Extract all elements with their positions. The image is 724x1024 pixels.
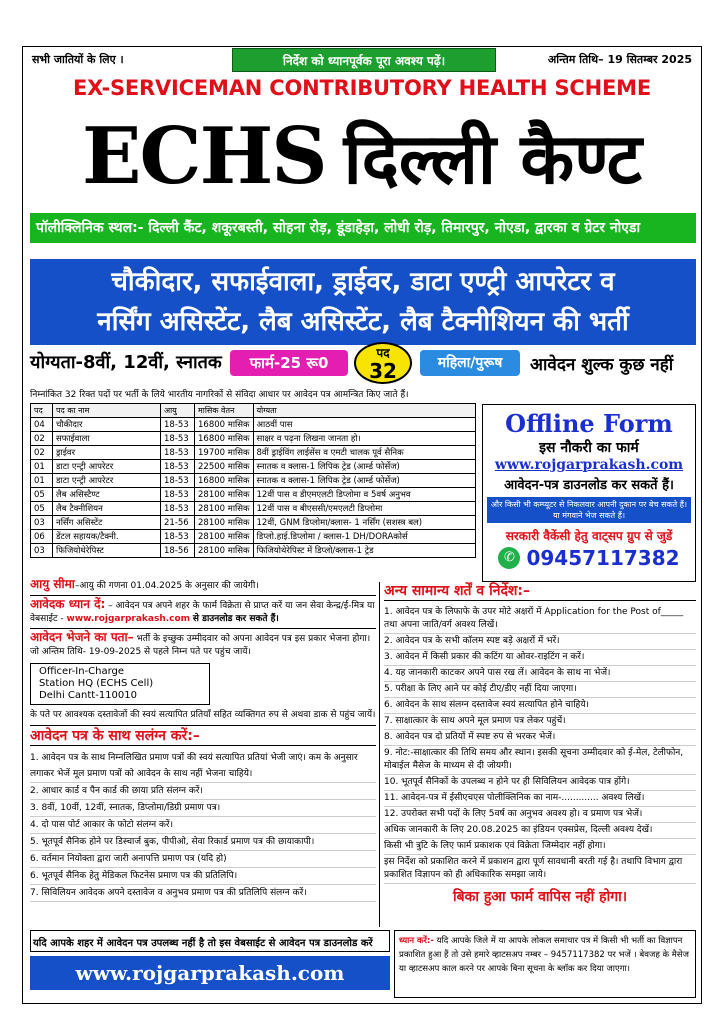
- condition-item: 9. नोट:-साक्षात्कार की तिथि समय और स्थान। इसकी सूचना उम्मीदवार को ई-मेल, टेलीफोन, मोबाईल मैसेज के माध्यम से दी जोयगी।: [384, 746, 696, 775]
- phone-row: [483, 546, 695, 570]
- main-title: [22, 106, 702, 206]
- vacancy-label: पद: [376, 346, 390, 360]
- cell-qualification: स्नातक व क्लास-1 लिपिक ट्रेड (आर्म्ड फोर्सेज): [253, 460, 475, 474]
- condition-item: 10. भूतपूर्व सैनिकों के उपलब्ध न होने पर ही सिविलियन आवेदक पात्र होंगे।: [384, 775, 696, 791]
- condition-item: 4. यह जानकारी काटकर अपने पास रख लें। आवेदन के साथ ना भेजें।: [384, 666, 696, 682]
- requirements-row: [30, 346, 696, 383]
- offline-subtitle: इस नौकरी का फार्म: [539, 440, 639, 456]
- send-address-label: आवेदन भेजने का पता–: [30, 630, 134, 644]
- cell-salary: 28100 मासिक: [195, 544, 254, 558]
- footer-download-text: यदि आपके शहर में आवेदन पत्र उपलब्ध नहीं है तो इस वेबसाईट से आवेदन पत्र डाउनलोड करें: [30, 930, 390, 952]
- document-item: 4. दो पास पोर्ट आकार के फोटो संलग्न करें।: [30, 817, 376, 834]
- whatsapp-group-text: सरकारी वैकेंसी हेतु वाट्सप ग्रुप से जुडें: [505, 529, 673, 543]
- offline-download-text: आवेदन-पत्र डाउनलोड कर सकतें हैं।: [504, 478, 674, 493]
- cell-post-name: लैब टैक्नीशियन: [53, 502, 161, 516]
- posts-line-2: नर्सिंग असिस्टेंट, लैब असिस्टेंट, लैब टैक्नीशियन की भर्ती: [97, 307, 629, 337]
- conditions-heading: अन्य सामान्य शर्तें व निर्देश:–: [384, 584, 696, 601]
- cell-salary: 28100 मासिक: [195, 516, 254, 530]
- no-refund-note: बिका हुआ फार्म वापिस नहीं होगा।: [452, 889, 628, 905]
- cell-count: 01: [31, 460, 53, 474]
- cell-salary: 28100 मासिक: [195, 530, 254, 544]
- document-item: 5. भूतपूर्व सैनिक होने पर डिस्चार्ज बुक, पीपीओ, सेवा रिकार्ड प्रमाण पत्र की छायाकापी।: [30, 834, 376, 851]
- title-echs: ECHS: [82, 110, 326, 202]
- cell-qualification: आठवीं पास: [253, 418, 475, 432]
- no-application-fee: आवेदन शुल्क कुछ नहीं: [530, 355, 674, 375]
- table-header-row: [31, 404, 476, 418]
- col-age: आयु: [161, 404, 195, 418]
- documents-heading: आवेदन पत्र के साथ सलंग्न करें:–: [30, 730, 376, 746]
- conditions-list: [384, 605, 696, 884]
- footer-attention-text: यदि आपके जिले में या आपके लोकल समाचार पत्र में किसी भी भर्ती का विज्ञापन प्रकाशित हुआ हैं तो उसे हमारे व्हाटसअप नम्बर – 9457117382 पर भजें । बेवजह के मैसेज या व्हाटसअप काल करने पर आपके बिना सूचना के ब्लॉक कर दिया जाएगा।: [399, 936, 689, 974]
- column-divider: [379, 582, 380, 927]
- footer-left: [30, 930, 390, 998]
- title-delhi-cantt: दिल्ली कैण्ट: [343, 118, 642, 200]
- condition-item: 3. आवेदन में किसी प्रकार की कटिंग या ओवर-राइटिंग न करें।: [384, 650, 696, 666]
- condition-item: इस निर्देश को प्रकाशित करने में प्रकाशन द्वारा पूर्ण सावधानी बरती गई है। तथापि विभाग द्वारा प्रकाशित विज्ञापन को ही अधिकारिक समझा जाये।: [384, 855, 696, 884]
- qualification: योग्यता-8वीं, 12वीं, स्नातक: [30, 352, 222, 373]
- age-text: –आयु की गणना 01.04.2025 के अनुसार की जायेगी।: [74, 581, 259, 591]
- send-address-tail: के पते पर आवश्यक दस्तावेजों की स्वयं सत्यापित प्रतियाँ सहित व्यक्तिगत रुप से अथवा डाक से पहुंच जायें।: [30, 709, 376, 726]
- polyclinic-locations: पॉलीक्लिनिक स्थल:- दिल्ली कैंट, शकूरबस्ती, सोहना रोड़, डूंडाहेड़ा, लोधी रोड़, तिमारपुर, नोएडा, द्वारका व ग्रेटर नोएडा: [30, 213, 696, 243]
- form-fee-badge: फार्म-25 रू0: [230, 350, 348, 376]
- attention-tail: से डाउनलोड कर सकते हैं।: [192, 614, 279, 624]
- cell-salary: 16800 मासिक: [195, 432, 254, 446]
- posts-banner: [30, 259, 696, 345]
- cell-post-name: लैब असिस्टैण्ट: [53, 488, 161, 502]
- document-item: 6. भूतपूर्व सैनिक हेतु मेडिकल फिटनेस प्रमाण पत्र की प्रतिलिपि।: [30, 868, 376, 885]
- document-item: 6. वर्तमान नियोक्ता द्वारा जारी अनापत्ति प्रमाण पत्र (यदि हो): [30, 851, 376, 868]
- documents-list: [30, 750, 376, 902]
- for-all-castes: सभी जातियों के लिए ।: [32, 53, 124, 66]
- cell-age: 18-53: [161, 488, 195, 502]
- footer-attention-label: ध्यान करें:-: [399, 936, 434, 946]
- cell-age: 18-53: [161, 446, 195, 460]
- cell-age: 18-53: [161, 530, 195, 544]
- cell-salary: 16800 मासिक: [195, 418, 254, 432]
- cell-count: 05: [31, 502, 53, 516]
- offline-note: और किसी भी कम्प्यूटर से निकलवार आपनी दुकान पर बेच सकते हैं। या मंगवाने भेज सकते हैं।: [487, 497, 691, 523]
- condition-item: 8. आवेदन पत्र दो प्रतियों में स्पष्ट रुप से भरकर भेजें।: [384, 730, 696, 746]
- cell-count: 03: [31, 544, 53, 558]
- age-label: आयु सीमा: [30, 577, 75, 591]
- condition-item: 11. आवेदन-पत्र में ईसीएचएस पोलीक्लिनिक का नाम-............. अवश्य लिखें।: [384, 791, 696, 807]
- cell-qualification: फिजियोथेरेपिस्ट में डिप्लो/क्लास-1 ट्रेड: [253, 544, 475, 558]
- offline-form-box: [482, 404, 696, 582]
- cell-count: 05: [31, 488, 53, 502]
- table-row: [31, 432, 476, 446]
- cell-qualification: 12वीं, GNM डिप्लोमा/क्लास- 1 नर्सिंग (सशस्त्र बल): [253, 516, 475, 530]
- posts-table: [30, 403, 476, 558]
- cell-post-name: चौकीदार: [53, 418, 161, 432]
- cell-salary: 19700 मासिक: [195, 446, 254, 460]
- left-column: [30, 578, 376, 902]
- condition-item: 2. आवेदन पत्र के सभी कॉलम स्पष्ट बड़े अक्षरों में भरें।: [384, 634, 696, 650]
- table-row: [31, 516, 476, 530]
- col-post-name: पद का नाम: [53, 404, 161, 418]
- condition-item: 5. परीक्षा के लिए आने पर कोई टीए/डीए नहीं दिया जाएगा।: [384, 682, 696, 698]
- cell-age: 18-53: [161, 474, 195, 488]
- notice-text: निम्नांकित 32 रिक्त पदों पर भर्ती के लिये भारतीय नागरिकों से संविदा आधार पर आवेदन पत्र आमन्त्रित किए जाते हैं।: [30, 390, 409, 400]
- offline-title: Offline Form: [505, 409, 673, 438]
- table-row: [31, 418, 476, 432]
- col-qualification: योग्यता: [253, 404, 475, 418]
- cell-qualification: साक्षर व पढ़ना लिखना जानता हो।: [253, 432, 475, 446]
- attention-label: आवेदक ध्यान दें:: [30, 597, 106, 611]
- cell-post-name: डेंटल सहायक/टैक्नी.: [53, 530, 161, 544]
- vacancy-count: 32: [369, 359, 397, 383]
- cell-post-name: डाटा एन्ट्री आपरेटर: [53, 474, 161, 488]
- document-item: 7. सिविलियन आवेदक अपने दस्तावेज व अनुभव प्रमाण पत्र की प्रतिलिपि संलग्न करें।: [30, 885, 376, 902]
- posts-line-1: चौकीदार, सफाईवाला, ड्राईवर, डाटा एण्ट्री आपरेटर व: [111, 267, 615, 297]
- vacancy-badge: [354, 342, 412, 384]
- table-row: [31, 530, 476, 544]
- condition-item: 6. आवेदन के साथ संलग्न दस्तावेज स्वयं सत्यापित होने चाहिये।: [384, 698, 696, 714]
- cell-count: 02: [31, 432, 53, 446]
- whatsapp-icon: ✆: [498, 547, 520, 569]
- instruction-badge: निर्देश को ध्यानपूर्वक पूरा अवश्य पढ़ें।: [232, 48, 496, 72]
- cell-qualification: 12वीं पास व डीएमएलटी डिप्लोमा व 5वर्ष अनुभव: [253, 488, 475, 502]
- cell-age: 18-53: [161, 418, 195, 432]
- document-item: 2. आधार कार्ड व पैन कार्ड की छाया प्रति संलग्न करें।: [30, 783, 376, 800]
- cell-qualification: 8वीं ड्राईविंग लाईसेंस व एमटी चालक पूर्व सैनिक: [253, 446, 475, 460]
- table-row: [31, 460, 476, 474]
- footer-right-note: [394, 930, 696, 998]
- attention-website-link[interactable]: www.rojgarprakash.com: [66, 614, 191, 624]
- cell-salary: 16800 मासिक: [195, 474, 254, 488]
- cell-count: 02: [31, 446, 53, 460]
- cell-post-name: फिजियोथेरेपिस्ट: [53, 544, 161, 558]
- condition-item: 1. आवेदन पत्र के लिफाफे के उपर मोटे अक्षरों में Application for the Post of_____ तथा अपना जाति/वर्ग अवश्य लिखें।: [384, 605, 696, 634]
- document-item: 3. 8वीं, 10वीं, 12वीं, स्नातक, डिप्लोमा/डिग्री प्रमाण पत्र।: [30, 800, 376, 817]
- condition-item: 12. उपरोक्त सभी पदों के लिए 5वर्ष का अनुभव अवश्य हो। व प्रमाण पत्र भेजें।: [384, 807, 696, 823]
- offline-website-link[interactable]: www.rojgarprakash.com: [494, 457, 684, 473]
- document-item: 1. आवेदन पत्र के साथ निम्नलिखित प्रमाण पत्रों की स्वयं सत्यापित प्रतियां भेजी जाएं। कम के अनुसार लगाकर भेजें मूल प्रमाण पत्रों को आवेदन के साथ नहीं भेजना चाहिये।: [30, 750, 376, 783]
- scheme-title: EX-SERVICEMAN CONTRIBUTORY HEALTH SCHEME: [73, 76, 651, 100]
- gender-badge: महिला/पुरूष: [420, 350, 520, 376]
- condition-item: किसी भी त्रुटि के लिए फार्म प्रकाशक एवं विक्रेता जिम्मेदार नहीं होगा।: [384, 839, 696, 855]
- cell-post-name: डाटा एन्ट्री आपरेटर: [53, 460, 161, 474]
- condition-item: 7. साक्षात्कार के साथ अपने मूल प्रमाण पत्र लेकर पहुंचें।: [384, 714, 696, 730]
- last-date: अन्तिम तिथि– 19 सितम्बर 2025: [547, 53, 692, 66]
- attention-text: – आवेदन पत्र अपने शहर के फार्म विक्रेता से प्राप्त करें या जन सेवा केन्द्र/ई-मित्र या वेबसाईट -: [30, 601, 375, 624]
- address-line-1: Officer-In-Charge: [39, 666, 125, 677]
- cell-count: 01: [31, 474, 53, 488]
- cell-post-name: ड्राईवर: [53, 446, 161, 460]
- footer-website-link[interactable]: www.rojgarprakash.com: [30, 956, 390, 990]
- cell-age: 21-56: [161, 516, 195, 530]
- cell-qualification: स्नातक व क्लास-1 लिपिक ट्रेड (आर्म्ड फोर्सेज): [253, 474, 475, 488]
- cell-count: 03: [31, 516, 53, 530]
- address-line-3: Delhi Cantt-110010: [39, 690, 137, 701]
- cell-salary: 22500 मासिक: [195, 460, 254, 474]
- table-row: [31, 544, 476, 558]
- table-row: [31, 488, 476, 502]
- address-line-2: Station HQ (ECHS Cell): [39, 678, 154, 689]
- cell-salary: 28100 मासिक: [195, 488, 254, 502]
- right-column: [384, 584, 696, 904]
- send-address-text: भर्ती के इच्छुक उम्मीदवार को अपना आवेदन पत्र इस प्रकार भेजना होगा। जो अन्तिम तिथि- 19-09-2025 से पहले निम्न पते पर पहुंच जायें।: [30, 634, 371, 657]
- phone-number: 09457117382: [526, 546, 680, 570]
- cell-age: 18-56: [161, 544, 195, 558]
- cell-count: 04: [31, 418, 53, 432]
- col-count: पद: [31, 404, 53, 418]
- cell-age: 18-53: [161, 460, 195, 474]
- cell-age: 18-53: [161, 502, 195, 516]
- table-row: [31, 474, 476, 488]
- col-salary: मासिक वेतन: [195, 404, 254, 418]
- cell-post-name: नर्सिंग असिस्टेंट: [53, 516, 161, 530]
- postal-address: [30, 663, 210, 705]
- cell-qualification: डिप्लो.हाई.डिप्लोमा / क्लास-1 DH/DORAकोर्स: [253, 530, 475, 544]
- cell-post-name: सफाईवाला: [53, 432, 161, 446]
- table-row: [31, 446, 476, 460]
- cell-qualification: 12वीं पास व बीएससी/एमएलटी डिप्लोमा: [253, 502, 475, 516]
- cell-salary: 28100 मासिक: [195, 502, 254, 516]
- table-row: [31, 502, 476, 516]
- condition-item: अधिक जानकारी के लिए 20.08.2025 का इंडियन एक्सप्रेस, दिल्ली अवश्य देखें।: [384, 823, 696, 839]
- cell-count: 06: [31, 530, 53, 544]
- cell-age: 18-53: [161, 432, 195, 446]
